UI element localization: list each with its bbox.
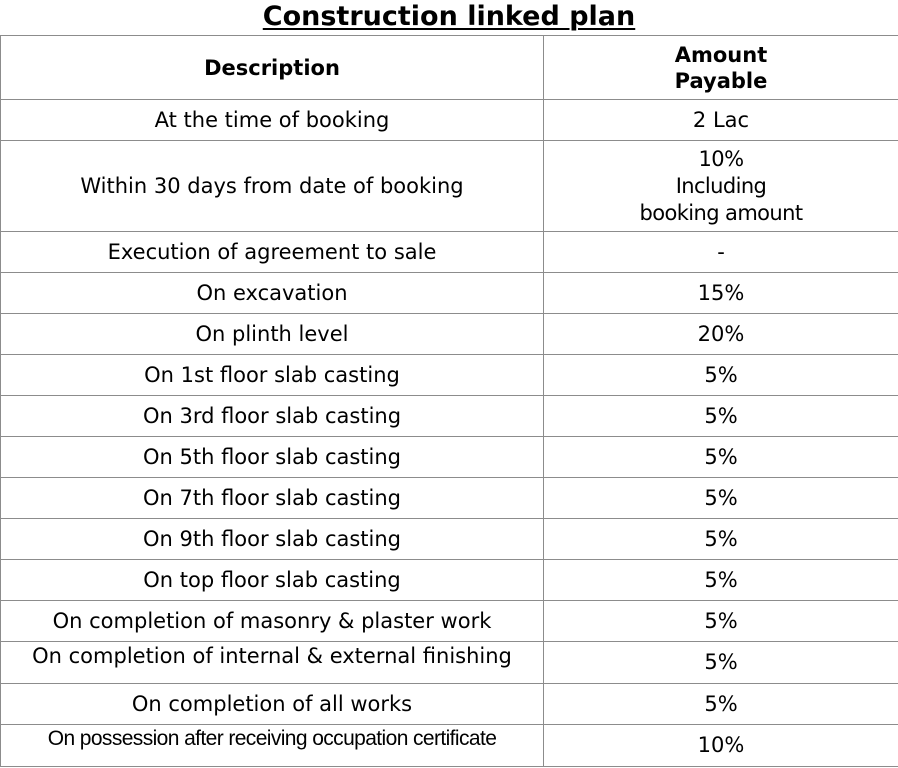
table-row: [1, 355, 898, 396]
row-description: Within 30 days from date of booking: [1, 141, 544, 232]
row-amount: 5%: [544, 560, 898, 601]
row-amount: 2 Lac: [544, 100, 898, 141]
row-description: On 1st floor slab casting: [1, 355, 544, 396]
row-amount: 20%: [544, 314, 898, 355]
row-description: On 7th floor slab casting: [1, 478, 544, 519]
row-description: On completion of all works: [1, 684, 544, 725]
row-amount: 5%: [544, 437, 898, 478]
row-description: On top floor slab casting: [1, 560, 544, 601]
row-amount-line: booking amount: [639, 200, 803, 225]
table-row: [1, 396, 898, 437]
row-amount: 5%: [544, 355, 898, 396]
table-row: [1, 437, 898, 478]
row-amount: 5%: [544, 601, 898, 642]
table-row: [1, 100, 898, 141]
row-description: Execution of agreement to sale: [1, 232, 544, 273]
row-amount: 5%: [544, 684, 898, 725]
row-amount: [544, 141, 898, 232]
table-row: [1, 273, 898, 314]
table-row: [1, 601, 898, 642]
row-amount: 5%: [544, 396, 898, 437]
row-amount: 5%: [544, 478, 898, 519]
column-header-amount-line1: Amount: [674, 42, 768, 67]
column-header-amount-payable: [544, 36, 898, 100]
row-description-text: On completion of internal & external finishing: [32, 644, 512, 668]
row-description: [1, 725, 544, 767]
row-description: On plinth level: [1, 314, 544, 355]
table-header-row: [1, 36, 898, 100]
table-row: [1, 560, 898, 601]
row-description: On 5th floor slab casting: [1, 437, 544, 478]
row-amount: 5%: [544, 642, 898, 684]
table-row: [1, 684, 898, 725]
row-amount: 10%: [544, 725, 898, 767]
row-amount-line: Including: [675, 173, 767, 198]
payment-plan-table: [0, 35, 898, 767]
row-description: On completion of masonry & plaster work: [1, 601, 544, 642]
table-row: [1, 478, 898, 519]
table-row: [1, 519, 898, 560]
table-row: [1, 725, 898, 767]
row-description: [1, 642, 544, 684]
column-header-amount-line2: Payable: [674, 68, 768, 93]
row-description: On excavation: [1, 273, 544, 314]
table-row: [1, 642, 898, 684]
row-description: At the time of booking: [1, 100, 544, 141]
table-row: [1, 314, 898, 355]
row-amount: 15%: [544, 273, 898, 314]
table-row: [1, 232, 898, 273]
row-description: On 3rd floor slab casting: [1, 396, 544, 437]
row-amount: -: [544, 232, 898, 273]
row-description-text: On possession after receiving occupation certificate: [47, 727, 497, 750]
row-description: On 9th floor slab casting: [1, 519, 544, 560]
row-amount: 5%: [544, 519, 898, 560]
column-header-description: Description: [1, 36, 544, 100]
row-amount-line: 10%: [698, 146, 744, 171]
page-title: Construction linked plan: [262, 1, 636, 32]
table-row: [1, 141, 898, 232]
